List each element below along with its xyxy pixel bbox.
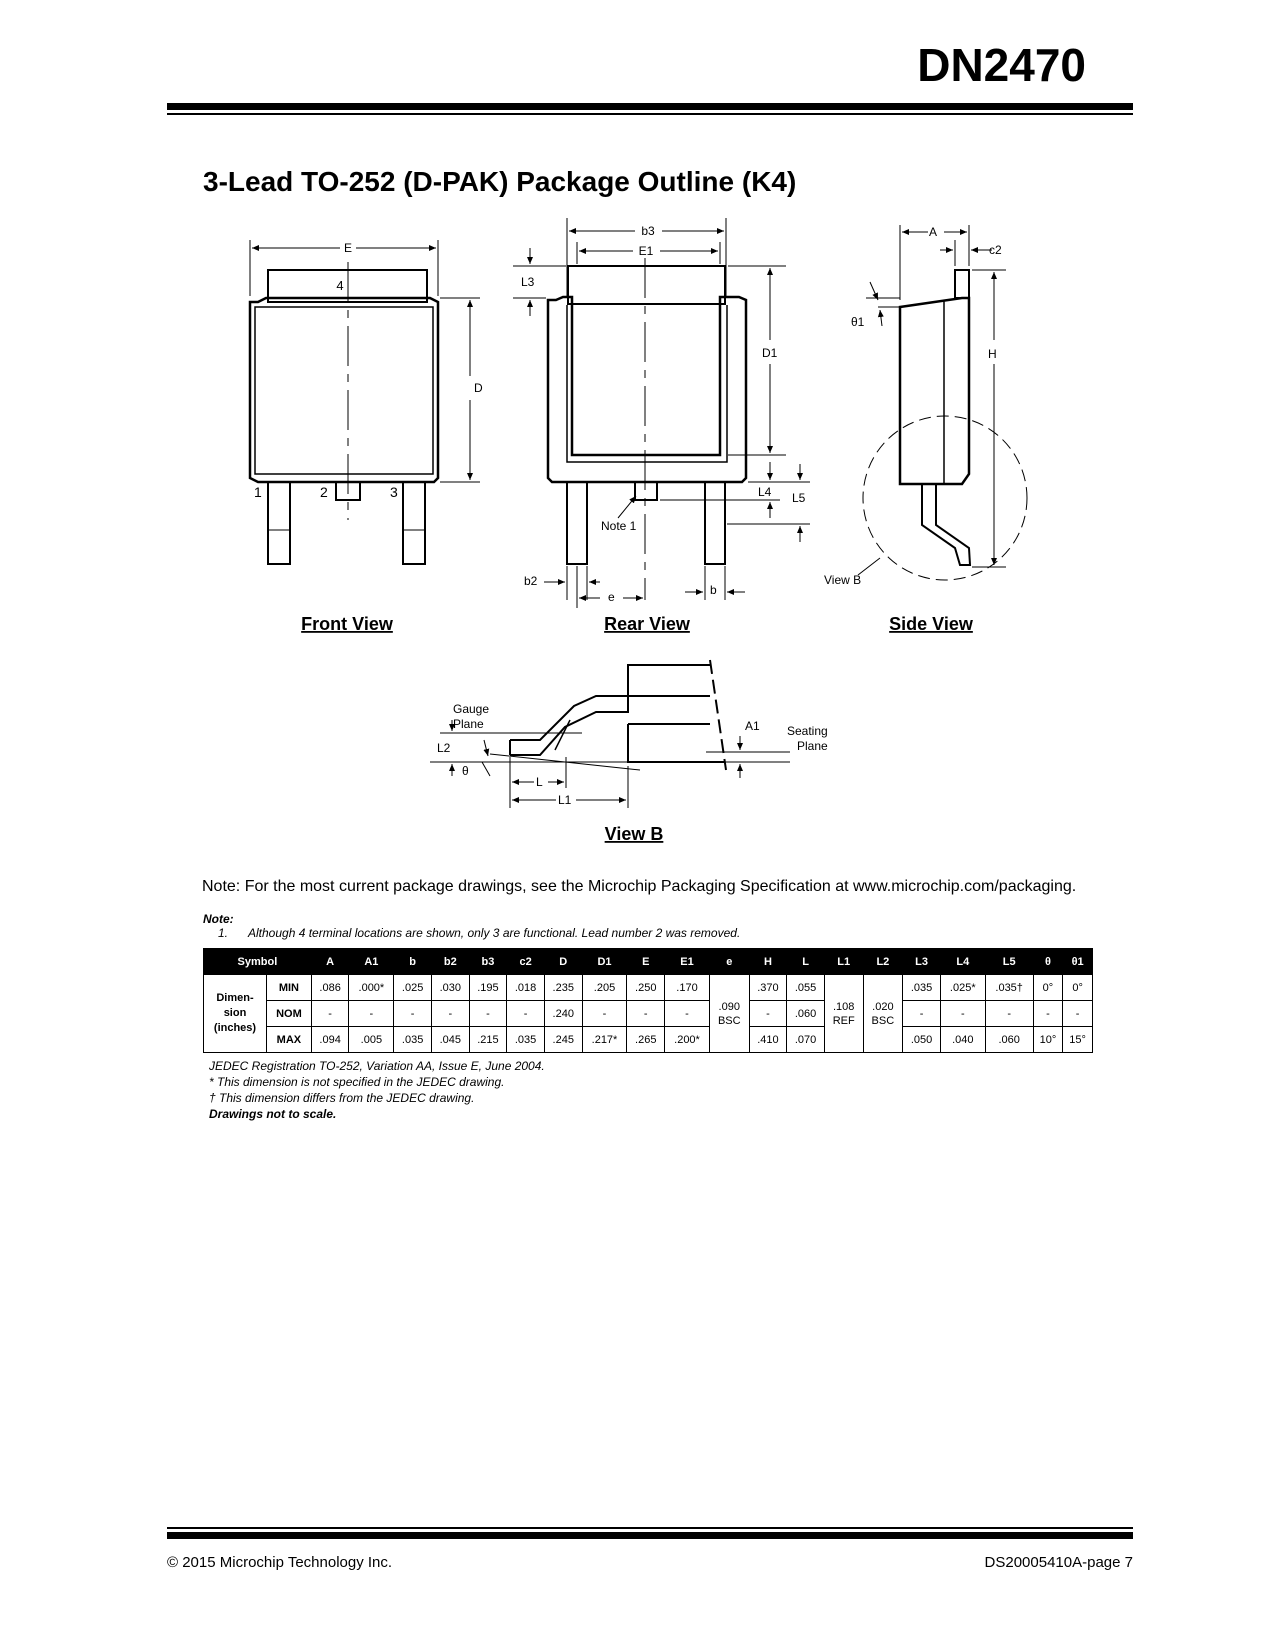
table-cell: .200*: [665, 1027, 710, 1053]
label-seating-1: Seating: [787, 724, 828, 738]
label-pin1: 1: [254, 484, 262, 500]
footnote-dagger: † This dimension differs from the JEDEC drawing.: [209, 1091, 475, 1105]
header-cell: E: [627, 949, 665, 975]
header-cell: L2: [863, 949, 903, 975]
page-title: 3-Lead TO-252 (D-PAK) Package Outline (K4): [203, 166, 797, 197]
label-E: E: [343, 241, 353, 255]
cell-l1-span: .108 REF: [824, 975, 863, 1053]
label-D1: D1: [762, 346, 778, 360]
row-label-nom: NOM: [267, 1001, 312, 1027]
table-cell: .086: [311, 975, 349, 1001]
table-cell: .070: [787, 1027, 825, 1053]
label-b2: b2: [524, 574, 538, 588]
header-cell: c2: [507, 949, 545, 975]
row-label-min: MIN: [267, 975, 312, 1001]
table-footnotes: [209, 1058, 545, 1122]
label-D: D: [474, 381, 483, 395]
note-text: Although 4 terminal locations are shown, only 3 are functional. Lead number 2 was removed.: [248, 926, 741, 940]
label-e: e: [608, 590, 615, 604]
table-cell: -: [940, 1001, 985, 1027]
dimension-table: [203, 948, 1093, 1053]
table-cell: -: [1033, 1001, 1063, 1027]
table-cell: .035: [394, 1027, 432, 1053]
header-cell: L3: [903, 949, 941, 975]
table-cell: .035†: [985, 975, 1033, 1001]
table-cell: .018: [507, 975, 545, 1001]
label-theta1: θ1: [851, 315, 865, 329]
row-group-label: Dimen- sion (inches): [204, 975, 267, 1053]
table-cell: .000*: [349, 975, 394, 1001]
caption-rear-view: Rear View: [604, 614, 690, 634]
label-pin2: 2: [320, 484, 328, 500]
table-cell: -: [507, 1001, 545, 1027]
table-row-min: [204, 975, 1093, 1001]
label-L2: L2: [437, 741, 451, 755]
label-pin3: 3: [390, 484, 398, 500]
table-cell: -: [1063, 1001, 1093, 1027]
table-cell: .205: [582, 975, 627, 1001]
front-view: [250, 240, 480, 564]
table-cell: .060: [787, 1001, 825, 1027]
label-gauge-2: Plane: [453, 717, 484, 731]
label-b: b: [710, 583, 717, 597]
table-cell: 15°: [1063, 1027, 1093, 1053]
label-A1: A1: [745, 719, 760, 733]
label-b3: b3: [641, 224, 655, 238]
header-cell: b3: [469, 949, 507, 975]
table-cell: -: [349, 1001, 394, 1027]
header-cell: b2: [431, 949, 469, 975]
table-cell: .195: [469, 975, 507, 1001]
table-cell: .217*: [582, 1027, 627, 1053]
table-cell: .235: [544, 975, 582, 1001]
table-cell: 10°: [1033, 1027, 1063, 1053]
table-cell: .060: [985, 1027, 1033, 1053]
header-cell: D1: [582, 949, 627, 975]
table-cell: .370: [749, 975, 787, 1001]
table-row-nom: [204, 1001, 1093, 1027]
table-cell: 0°: [1033, 975, 1063, 1001]
header-cell: L1: [824, 949, 863, 975]
table-cell: .035: [507, 1027, 545, 1053]
label-L4: L4: [758, 485, 772, 499]
table-cell: .025: [394, 975, 432, 1001]
table-cell: -: [311, 1001, 349, 1027]
label-note1: Note 1: [601, 519, 637, 533]
table-cell: .030: [431, 975, 469, 1001]
notes-heading: Note:: [203, 912, 234, 926]
footer-rule-thin: [167, 1527, 1133, 1529]
table-cell: .250: [627, 975, 665, 1001]
cell-e-span: .090 BSC: [709, 975, 749, 1053]
header-cell: D: [544, 949, 582, 975]
header-cell: b: [394, 949, 432, 975]
table-cell: .040: [940, 1027, 985, 1053]
row-label-max: MAX: [267, 1027, 312, 1053]
table-cell: -: [903, 1001, 941, 1027]
caption-front-view: Front View: [301, 614, 393, 634]
table-cell: -: [985, 1001, 1033, 1027]
label-L1: L1: [558, 793, 572, 807]
table-cell: .215: [469, 1027, 507, 1053]
header-cell: θ: [1033, 949, 1063, 975]
header-cell: L5: [985, 949, 1033, 975]
table-cell: 0°: [1063, 975, 1093, 1001]
label-A: A: [929, 225, 938, 239]
label-theta: θ: [462, 764, 469, 778]
rear-view: [513, 218, 810, 608]
header-cell: A: [311, 949, 349, 975]
footnote-jedec: JEDEC Registration TO-252, Variation AA, Issue E, June 2004.: [209, 1059, 545, 1073]
header-cell: L: [787, 949, 825, 975]
label-L5: L5: [792, 491, 806, 505]
table-header-row: [204, 949, 1093, 975]
packaging-note: Note: For the most current package drawings, see the Microchip Packaging Specification at www.microchip.com/packaging.: [202, 878, 1077, 895]
footer-rule: [167, 1532, 1133, 1539]
label-viewb-ref: View B: [824, 573, 862, 587]
footnote-asterisk: * This dimension is not specified in the JEDEC drawing.: [209, 1075, 505, 1089]
header-cell: θ1: [1063, 949, 1093, 975]
label-c2: c2: [989, 243, 1002, 257]
header-cell: H: [749, 949, 787, 975]
table-cell: -: [469, 1001, 507, 1027]
copyright: © 2015 Microchip Technology Inc.: [167, 1554, 393, 1571]
table-cell: -: [394, 1001, 432, 1027]
label-gauge-1: Gauge: [453, 702, 490, 716]
label-seating-2: Plane: [797, 739, 828, 753]
part-number: DN2470: [917, 39, 1086, 91]
header-symbol: Symbol: [204, 949, 312, 975]
table-cell: .245: [544, 1027, 582, 1053]
table-cell: .240: [544, 1001, 582, 1027]
label-pin4: 4: [336, 278, 344, 293]
table-cell: .055: [787, 975, 825, 1001]
header-cell: L4: [940, 949, 985, 975]
label-L3: L3: [521, 275, 535, 289]
table-cell: .005: [349, 1027, 394, 1053]
note-item: [218, 926, 740, 940]
table-cell: .094: [311, 1027, 349, 1053]
view-b-drawing: [430, 660, 790, 808]
table-cell: .265: [627, 1027, 665, 1053]
label-L: L: [536, 775, 543, 789]
table-cell: .025*: [940, 975, 985, 1001]
side-view: [858, 225, 1027, 580]
table-cell: -: [431, 1001, 469, 1027]
header-cell: E1: [665, 949, 710, 975]
page-number: DS20005410A-page 7: [984, 1554, 1133, 1571]
footnote-not-to-scale: Drawings not to scale.: [209, 1107, 337, 1121]
caption-view-b: View B: [604, 824, 664, 844]
table-row-max: [204, 1027, 1093, 1053]
header-cell: A1: [349, 949, 394, 975]
table-cell: -: [627, 1001, 665, 1027]
table-cell: .045: [431, 1027, 469, 1053]
table-cell: .035: [903, 975, 941, 1001]
table-cell: -: [582, 1001, 627, 1027]
table-cell: .050: [903, 1027, 941, 1053]
table-cell: .410: [749, 1027, 787, 1053]
note-number: 1.: [218, 926, 229, 940]
label-H: H: [988, 347, 997, 361]
table-cell: -: [749, 1001, 787, 1027]
table-cell: .170: [665, 975, 710, 1001]
caption-side-view: Side View: [889, 614, 973, 634]
header-cell: e: [709, 949, 749, 975]
cell-l2-span: .020 BSC: [863, 975, 903, 1053]
label-E1: E1: [638, 244, 654, 258]
table-cell: -: [665, 1001, 710, 1027]
